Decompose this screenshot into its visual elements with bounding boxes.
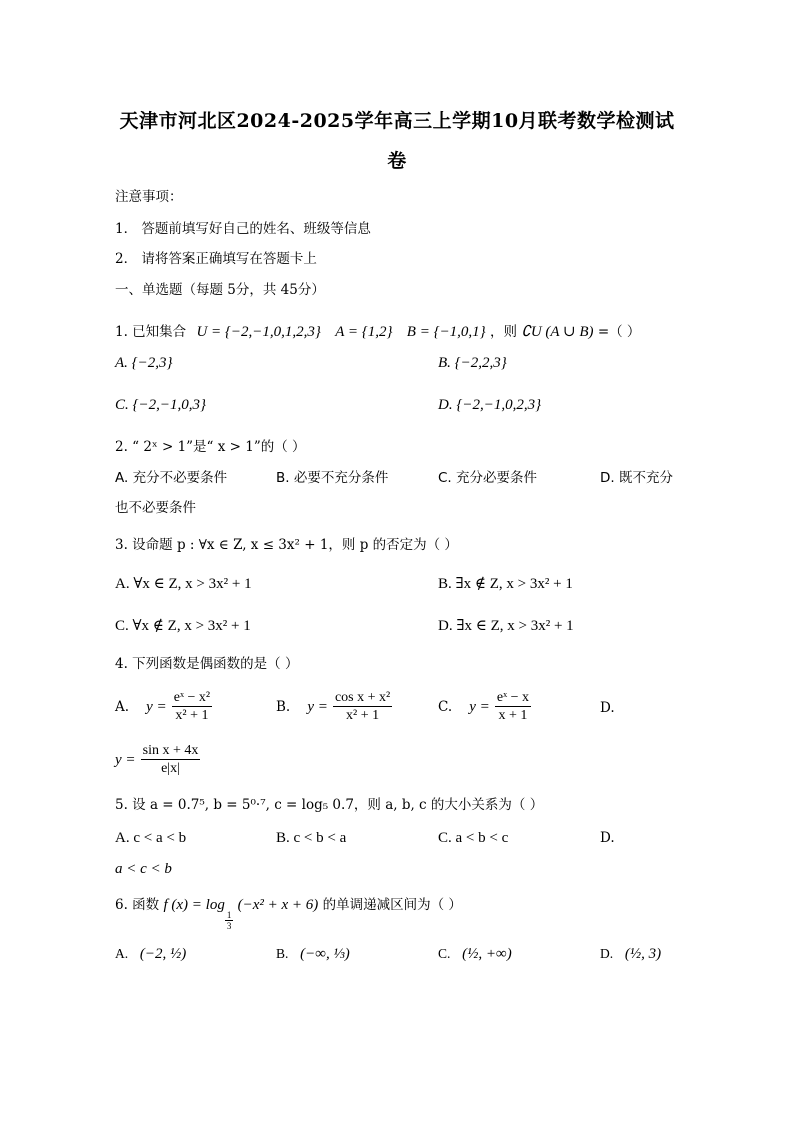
q2-option-a: A. 充分不必要条件 xyxy=(115,470,228,486)
q1-option-d: D. {−2,−1,0,2,3} xyxy=(438,397,542,413)
q3-option-c: C. ∀x ∉ Z, x > 3x² + 1 xyxy=(115,618,251,634)
q6-stem: 6. 函数 f (x) = log $\frac{1}{3}$ (−x² + x + 6) 的单调递减区间为（ ） xyxy=(115,897,462,931)
q4-a-fraction: $\frac{\text{eˣ − x²}}{\text{x² + 1}}$ xyxy=(173,690,211,723)
q6-option-c: C. (½, +∞) xyxy=(438,946,512,962)
q6-option-d: D. (½, 3) xyxy=(600,946,662,962)
q5-stem: 5. 设 a = 0.7⁵, b = 5⁰·⁷, c = log₅ 0.7，则 a, b, c 的大小关系为（ ） xyxy=(115,797,544,813)
q4-c-fraction: $\frac{\text{eˣ − x}}{x + 1}$ xyxy=(496,690,530,723)
q5-option-d: a < c < b xyxy=(115,861,172,877)
q4-option-d: y = $\frac{\text{sin x + 4x}}{e|x|}$ xyxy=(115,743,199,776)
q5-option-a: A. c < a < b xyxy=(115,830,187,846)
q4-stem: 4. 下列函数是偶函数的是（ ） xyxy=(115,656,299,672)
q3-option-d: D. ∃x ∈ Z, x > 3x² + 1 xyxy=(438,618,574,634)
q3-stem: 3. 设命题 p : ∀x ∈ Z, x ≤ 3x² + 1，则 p 的否定为（ ） xyxy=(115,537,458,553)
q1-stem: 1. 已知集合 U = {−2,−1,0,1,2,3} A = {1,2} B = {−1,0,1} ，则 ∁U (A ∪ B) =（ ） xyxy=(115,324,641,340)
note-1: 1． 答题前填写好自己的姓名、班级等信息 xyxy=(115,221,371,237)
q4-option-d-label: D. xyxy=(600,700,615,716)
q4-b-fraction: $\frac{\text{cos x + x²}}{\text{x² + 1}}$ xyxy=(334,690,391,723)
notes-header: 注意事项： xyxy=(115,189,183,205)
q4-option-b: B. y = $\frac{\text{cos x + x²}}{\text{x² + 1}}$ xyxy=(276,690,391,723)
section-heading: 一、单选题（每题 5分，共 45分） xyxy=(115,282,325,298)
q2-option-d-wrap: 也不必要条件 xyxy=(115,500,196,516)
q5-option-b: B. c < b < a xyxy=(276,830,347,846)
q6-option-a: A. (−2, ½) xyxy=(115,946,187,962)
page-title: 天津市河北区2024-2025学年高三上学期10月联考数学检测试 xyxy=(119,110,675,132)
q1-option-a: A. {−2,3} xyxy=(115,355,173,371)
q2-option-c: C. 充分必要条件 xyxy=(438,470,538,486)
q2-stem: 2. “ 2ˣ > 1”是“ x > 1”的（ ） xyxy=(115,439,306,455)
note-2: 2． 请将答案正确填写在答题卡上 xyxy=(115,251,317,267)
q6-option-b: B. (−∞, ⅓) xyxy=(276,946,350,962)
q1-option-c: C. {−2,−1,0,3} xyxy=(115,397,206,413)
q2-option-b: B. 必要不充分条件 xyxy=(276,470,389,486)
q3-option-b: B. ∃x ∉ Z, x > 3x² + 1 xyxy=(438,576,573,592)
q4-option-c: C. y = $\frac{\text{eˣ − x}}{x + 1}$ xyxy=(438,690,530,723)
q2-option-d: D. 既不充分 xyxy=(600,470,673,486)
q3-option-a: A. ∀x ∈ Z, x > 3x² + 1 xyxy=(115,576,252,592)
q4-option-a: A. y = $\frac{\text{eˣ − x²}}{\text{x² + 1}}$ xyxy=(115,690,211,723)
q1-option-b: B. {−2,2,3} xyxy=(438,355,507,371)
page-title-line2: 卷 xyxy=(387,150,407,172)
q5-option-c: C. a < b < c xyxy=(438,830,509,846)
q4-d-fraction: $\frac{\text{sin x + 4x}}{e|x|}$ xyxy=(142,743,199,776)
q6-log-base: $\frac{1}{3}$ xyxy=(226,910,232,931)
q5-option-d-label: D. xyxy=(600,830,615,846)
